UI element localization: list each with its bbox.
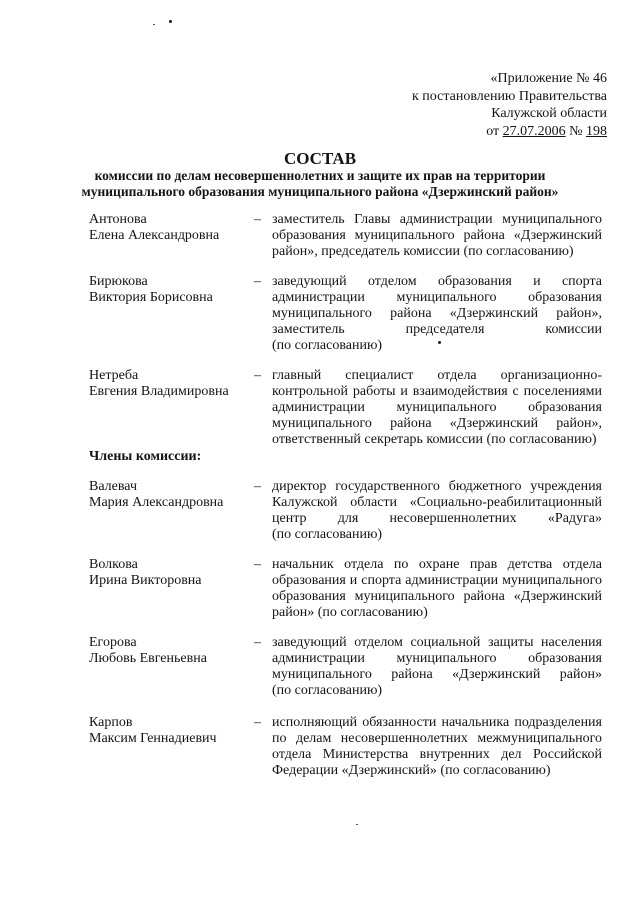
role-line: ответственный секретарь комиссии (по согласованию) [272,432,597,447]
role-line: муниципального района «Дзержинский район», [272,306,602,321]
role-line: администрации муниципального образования [272,290,602,305]
date-prefix: от [486,123,503,139]
dash: – [254,557,261,572]
resolution-number: 198 [586,123,607,139]
given-names: Елена Александровна [89,228,220,243]
dash: – [254,479,261,494]
person-name [89,368,239,400]
position-description [272,635,602,699]
given-names: Мария Александровна [89,495,224,510]
given-names: Евгения Владимировна [89,384,229,399]
person-name [89,274,239,306]
role-line: контрольной работы и взаимодействия с поселениями [272,384,602,399]
person-name [89,635,239,667]
role-line: образования и спорта администрации муниципального [272,573,602,588]
appendix-reference [412,70,607,140]
role-line: заведующий отделом социальной защиты населения [272,635,602,650]
position-description [272,274,602,354]
role-line: Калужской области «Социально-реабилитационный [272,495,602,510]
dash: – [254,212,261,227]
role-line: Федерации «Дзержинский» (по согласованию) [272,763,551,778]
role-line: администрации муниципального образования [272,400,602,415]
person-name [89,715,239,747]
given-names: Виктория Борисовна [89,290,213,305]
person-name [89,212,239,244]
person-name [89,557,239,589]
members-heading: Члены комиссии: [89,449,202,464]
role-line: директор государственного бюджетного учреждения [272,479,602,494]
subtitle-line: комиссии по делам несовершеннолетних и защите их прав на территории [94,168,546,183]
role-line: муниципального района «Дзержинский район» [272,667,602,682]
role-line: муниципального района «Дзержинский район», [272,416,602,431]
role-line: отдела Министерства внутренних дел Российской [272,747,602,762]
position-description [272,715,602,779]
appendix-line: Калужской области [491,106,607,121]
role-line: район», председатель комиссии (по согласованию) [272,244,574,259]
dash: – [254,635,261,650]
position-description [272,479,602,543]
scan-speck [153,24,155,25]
position-description [272,212,602,260]
appendix-line: «Приложение № 46 [490,71,607,86]
appendix-line: к постановлению Правительства [411,88,607,104]
document-title: СОСТАВ [283,149,357,168]
surname: Егорова [89,635,137,650]
scan-speck [356,824,358,825]
given-names: Любовь Евгеньевна [89,651,207,666]
dash: – [254,274,261,289]
surname: Волкова [89,557,138,572]
role-line: центр для несовершеннолетних «Радуга» [272,511,602,526]
document-subtitle [0,168,640,200]
role-line: начальник отдела по охране прав детства отдела [272,557,602,572]
subtitle-line: муниципального образования муниципального района «Дзержинский район» [81,184,559,199]
role-line: (по согласованию) [272,683,383,698]
surname: Валевач [89,479,137,494]
surname: Антонова [89,212,147,227]
number-prefix: № [565,123,586,139]
role-line: исполняющий обязанности начальника подразделения [272,715,602,730]
given-names: Ирина Викторовна [89,573,202,588]
appendix-date-line [412,123,607,141]
person-name [89,479,239,511]
surname: Нетреба [89,368,139,383]
role-line: образования муниципального района «Дзержинский [272,589,602,604]
dash: – [254,368,261,383]
role-line: образования муниципального района «Дзержинский [272,228,602,243]
surname: Бирюкова [89,274,148,289]
role-line: по делам несовершеннолетних межмуниципального [272,731,602,746]
position-description [272,368,602,448]
scan-speck [169,20,172,23]
role-line: заведующий отделом образования и спорта [272,274,602,289]
given-names: Максим Геннадиевич [89,731,217,746]
role-line: главный специалист отдела организационно- [272,368,602,383]
role-line: заместитель председателя комиссии [272,322,602,337]
dash: – [254,715,261,730]
role-line: заместитель Главы администрации муниципального [272,212,602,227]
role-line: (по согласованию) [272,527,383,542]
resolution-date: 27.07.2006 [502,123,566,139]
surname: Карпов [89,715,133,730]
position-description [272,557,602,621]
role-line: (по согласованию) [272,338,383,353]
role-line: район» (по согласованию) [272,605,428,620]
role-line: администрации муниципального образования [272,651,602,666]
